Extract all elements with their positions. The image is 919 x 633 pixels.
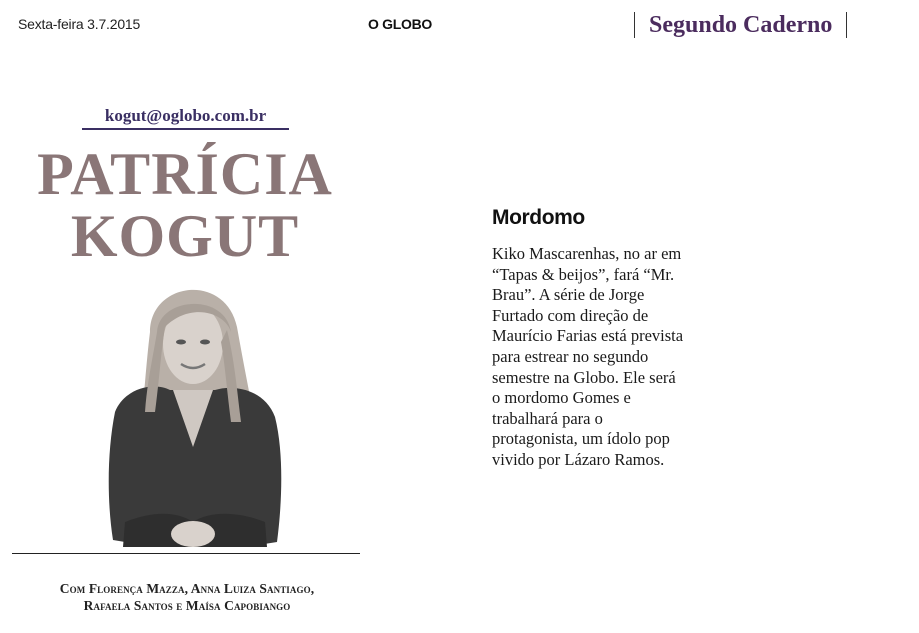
header-paper-name: O GLOBO: [368, 16, 433, 32]
column-credits: [22, 580, 352, 614]
credits-line-1: Com Florença Mazza, Anna Luiza Santiago,: [59, 581, 315, 596]
columnist-photo: [95, 272, 290, 554]
article-title: Mordomo: [492, 206, 585, 229]
columnist-last-name: KOGUT: [70, 203, 300, 269]
article-line: vivido por Lázaro Ramos.: [492, 449, 665, 469]
article-line: Brau”. A série de Jorge: [492, 285, 645, 305]
columnist-first-name: PATRÍCIA: [37, 141, 333, 207]
divider-rule: [12, 553, 360, 554]
article-line: para estrear no segundo: [492, 346, 649, 366]
article-line: Maurício Farias está prevista: [492, 326, 684, 346]
article-line: Furtado com direção de: [492, 305, 649, 325]
article-line: Kiko Mascarenhas, no ar em: [492, 244, 682, 263]
article-line: o mordomo Gomes e: [492, 388, 631, 408]
article-line: protagonista, um ídolo pop: [492, 429, 670, 449]
article-line: “Tapas & beijos”, fará “Mr.: [492, 264, 675, 284]
columnist-email[interactable]: kogut@oglobo.com.br: [82, 106, 289, 130]
header-section-title: Segundo Caderno: [634, 12, 847, 38]
header-date: Sexta-feira 3.7.2015: [18, 16, 141, 32]
article-line: semestre na Globo. Ele será: [492, 367, 676, 387]
article-line: trabalhará para o: [492, 408, 603, 428]
article-body: [492, 244, 728, 471]
credits-line-2: Rafaela Santos e Maísa Capobiango: [83, 598, 291, 613]
